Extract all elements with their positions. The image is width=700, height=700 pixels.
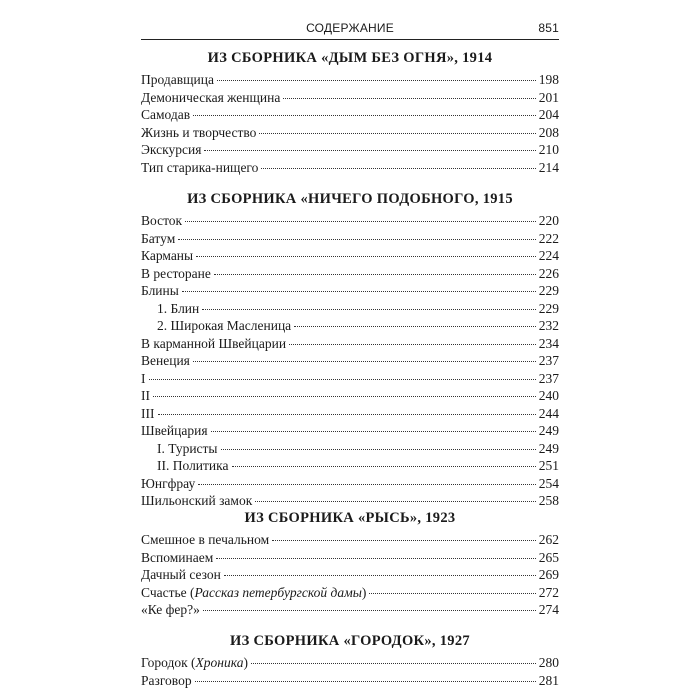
dot-leader xyxy=(289,344,536,345)
toc-entry xyxy=(141,124,559,142)
entry-title: Блины xyxy=(141,283,179,298)
entry-title: III xyxy=(141,405,155,421)
dot-leader xyxy=(255,501,535,502)
entry-page-number: 269 xyxy=(538,567,559,582)
entry-page-number: 224 xyxy=(538,248,559,263)
toc-entry xyxy=(141,531,559,549)
toc-entry xyxy=(141,672,559,690)
entry-title: Разговор xyxy=(141,672,192,688)
entry-page-number: 214 xyxy=(538,159,559,175)
entry-title: Самодав xyxy=(141,107,191,122)
toc-entry xyxy=(141,584,559,602)
entry-title: II xyxy=(141,388,150,403)
dot-leader xyxy=(211,431,536,432)
toc-entry xyxy=(141,71,559,89)
toc-entry xyxy=(141,601,559,619)
entry-subtitle: Рассказ петербургской дамы xyxy=(194,584,362,600)
dot-leader xyxy=(214,274,536,275)
entry-page-number: 222 xyxy=(538,230,559,246)
entry-page-number: 262 xyxy=(538,532,559,547)
entry-page-number: 234 xyxy=(538,335,559,351)
entry-title: Жизнь и творчество xyxy=(141,124,257,140)
dot-leader xyxy=(224,575,536,576)
toc-entry xyxy=(141,212,559,230)
entry-title: «Ке фер?» xyxy=(141,602,200,617)
dot-leader xyxy=(221,449,536,450)
entry-title: Юнгфрау xyxy=(141,475,196,491)
entry-title: Экскурсия xyxy=(141,142,202,157)
entry-title: I. Туристы xyxy=(157,440,218,456)
entry-title: Венеция xyxy=(141,353,190,368)
entry-page-number: 229 xyxy=(538,283,559,298)
entry-page-number: 251 xyxy=(538,458,559,473)
toc-entry-list xyxy=(141,654,559,689)
entry-page-number: 208 xyxy=(538,124,559,140)
toc-entry xyxy=(141,335,559,353)
dot-leader xyxy=(185,221,536,222)
dot-leader xyxy=(294,326,536,327)
entry-page-number: 237 xyxy=(538,353,559,368)
dot-leader xyxy=(198,484,536,485)
toc-entry xyxy=(141,566,559,584)
entry-title: Шильонский замок xyxy=(141,493,253,508)
toc-entry xyxy=(141,457,559,475)
entry-title: Тип старика-нищего xyxy=(141,159,259,175)
toc-entry xyxy=(141,549,559,567)
dot-leader xyxy=(369,593,535,594)
entry-title: Городок (Хроника) xyxy=(141,655,248,670)
toc-entry xyxy=(141,405,559,423)
entry-page-number: 204 xyxy=(538,107,559,122)
toc-entry xyxy=(141,159,559,177)
header-page-number: 851 xyxy=(538,21,559,35)
entry-page-number: 226 xyxy=(538,265,559,281)
dot-leader xyxy=(158,414,536,415)
dot-leader xyxy=(182,291,536,292)
entry-page-number: 258 xyxy=(538,493,559,508)
entry-page-number: 210 xyxy=(538,142,559,157)
entry-page-number: 232 xyxy=(538,318,559,333)
toc-entry xyxy=(141,141,559,159)
entry-title: I xyxy=(141,370,146,386)
header-title: СОДЕРЖАНИЕ xyxy=(306,21,394,35)
entry-title: Дачный сезон xyxy=(141,567,221,582)
toc-entry xyxy=(141,654,559,672)
entry-page-number: 240 xyxy=(538,388,559,403)
entry-page-number: 249 xyxy=(538,423,559,438)
section-title: ИЗ СБОРНИКА «ГОРОДОК», 1927 xyxy=(230,633,470,649)
section-title: ИЗ СБОРНИКА «НИЧЕГО ПОДОБНОГО, 1915 xyxy=(187,191,513,207)
toc-entry xyxy=(141,370,559,388)
section-title: ИЗ СБОРНИКА «ДЫМ БЕЗ ОГНЯ», 1914 xyxy=(207,50,493,66)
dot-leader xyxy=(203,610,536,611)
entry-title: В ресторане xyxy=(141,265,211,281)
entry-title: В карманной Швейцарии xyxy=(141,335,287,351)
entry-page-number: 220 xyxy=(538,213,559,228)
toc-section xyxy=(141,188,559,510)
toc-entry xyxy=(141,247,559,265)
toc-entry-list xyxy=(141,212,559,510)
dot-leader xyxy=(195,681,536,682)
toc-entry xyxy=(141,300,559,318)
dot-leader xyxy=(217,80,536,81)
entry-title: Счастье (Рассказ петербургской дамы) xyxy=(141,584,367,600)
entry-page-number: 280 xyxy=(538,655,559,670)
entry-title: 1. Блин xyxy=(157,300,200,316)
running-header xyxy=(141,17,559,40)
toc-section xyxy=(141,630,559,689)
toc-entry xyxy=(141,422,559,440)
dot-leader xyxy=(153,396,536,397)
dot-leader xyxy=(196,256,536,257)
toc-entry xyxy=(141,106,559,124)
toc-entry-list xyxy=(141,71,559,176)
dot-leader xyxy=(204,150,535,151)
dot-leader xyxy=(259,133,535,134)
dot-leader xyxy=(216,558,536,559)
dot-leader xyxy=(251,663,536,664)
entry-page-number: 254 xyxy=(538,475,559,491)
entry-title: Вспоминаем xyxy=(141,549,214,565)
dot-leader xyxy=(232,466,536,467)
entry-page-number: 274 xyxy=(538,602,559,617)
toc-entry xyxy=(141,282,559,300)
dot-leader xyxy=(272,540,536,541)
entry-title: 2. Широкая Масленица xyxy=(157,318,292,333)
entry-subtitle: Хроника xyxy=(195,655,244,670)
entry-page-number: 229 xyxy=(538,300,559,316)
dot-leader xyxy=(178,239,536,240)
toc-entry xyxy=(141,475,559,493)
entry-title: Батум xyxy=(141,230,176,246)
entry-title: Смешное в печальном xyxy=(141,532,270,547)
dot-leader xyxy=(202,309,535,310)
dot-leader xyxy=(193,115,536,116)
dot-leader xyxy=(283,98,535,99)
dot-leader xyxy=(149,379,536,380)
toc-entry-list xyxy=(141,531,559,619)
toc-entry xyxy=(141,387,559,405)
toc-entry xyxy=(141,317,559,335)
entry-title: Швейцария xyxy=(141,423,208,438)
entry-page-number: 249 xyxy=(538,440,559,456)
entry-page-number: 272 xyxy=(538,584,559,600)
toc-entry xyxy=(141,265,559,283)
entry-title: Демоническая женщина xyxy=(141,89,281,105)
entry-page-number: 198 xyxy=(538,72,559,87)
entry-page-number: 244 xyxy=(538,405,559,421)
entry-title: II. Политика xyxy=(157,458,229,473)
toc-section xyxy=(141,47,559,176)
section-title: ИЗ СБОРНИКА «РЫСЬ», 1923 xyxy=(244,510,456,526)
entry-page-number: 237 xyxy=(538,370,559,386)
entry-title: Восток xyxy=(141,213,183,228)
entry-page-number: 281 xyxy=(538,672,559,688)
entry-title: Продавщица xyxy=(141,72,214,87)
toc-section xyxy=(141,507,559,619)
toc-entry xyxy=(141,89,559,107)
toc-entry xyxy=(141,230,559,248)
toc-entry xyxy=(141,352,559,370)
dot-leader xyxy=(261,168,535,169)
entry-title: Карманы xyxy=(141,248,194,263)
entry-page-number: 265 xyxy=(538,549,559,565)
entry-page-number: 201 xyxy=(538,89,559,105)
toc-entry xyxy=(141,440,559,458)
dot-leader xyxy=(193,361,536,362)
